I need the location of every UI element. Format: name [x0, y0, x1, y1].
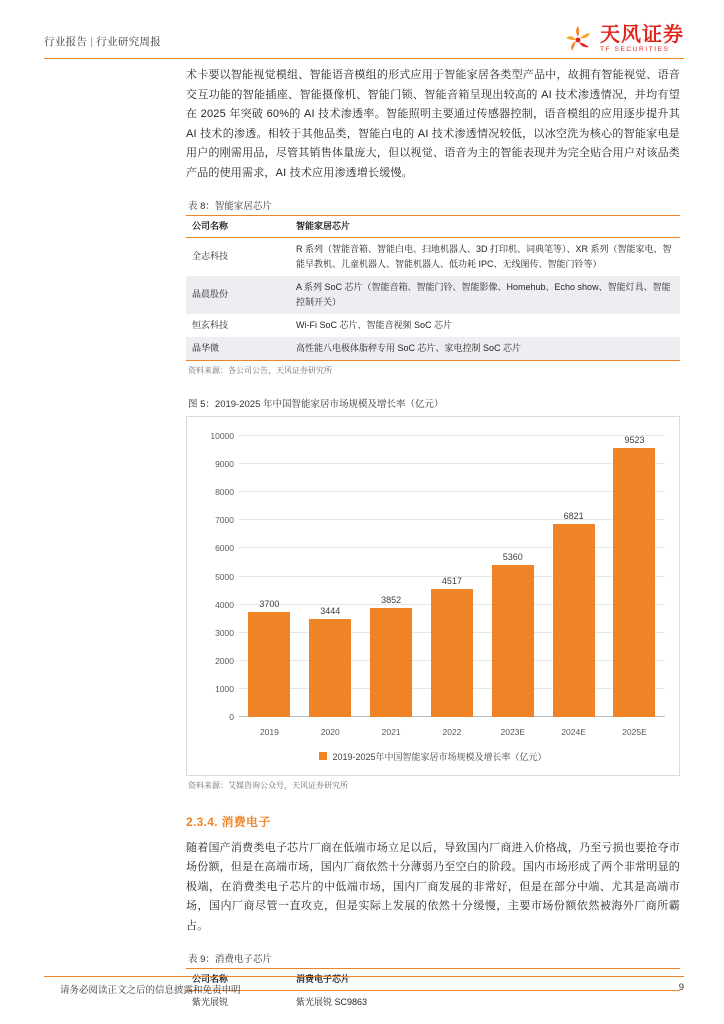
bar-2024E	[553, 524, 595, 716]
header-subcategory: 行业研究周报	[96, 36, 162, 48]
header-separator: |	[90, 36, 94, 48]
bar-column-2021	[367, 435, 416, 717]
table8-company-0: 全志科技	[192, 251, 229, 262]
table8-block	[186, 198, 680, 376]
legend-swatch-icon	[319, 752, 327, 760]
bar-2023E	[492, 565, 534, 716]
y-tick-10000: 10000	[210, 430, 234, 441]
page-number: 9	[678, 982, 684, 993]
y-tick-4000: 4000	[215, 599, 234, 610]
table-row	[186, 314, 680, 337]
header-divider	[44, 58, 684, 59]
x-label-2024E: 2024E	[561, 726, 586, 737]
table8-detail-1: A 系列 SoC 芯片（智能音箱、智能门铃、智能影像、Homehub、Echo show、智能灯具、智能控制开关）	[290, 276, 680, 314]
y-tick-3000: 3000	[215, 627, 234, 638]
table8-header-company: 公司名称	[186, 215, 290, 237]
page-footer	[44, 976, 684, 998]
footer-divider	[44, 976, 684, 977]
chart-x-labels	[239, 727, 665, 737]
paragraph-ai-penetration: 术卡要以智能视觉模组、智能语音模组的形式应用于智能家居各类型产品中，故拥有智能视觉、语音交互功能的智能插座、智能摄像机、智能门锁、智能音箱呈现出较高的 AI 技术渗透情况，并均有望在 2025 年突破 60%的 AI 技术渗透率。智能照明主要通过传感器控制，语音模组的应用逐步提升其 AI 技术的渗透。相较于其他品类，智能白电的 AI 技术渗透情况较低，以冰空洗为核心的智能家电是用户的刚需用品，尽管其销售体量庞大，但以视觉、语音为主的智能表现并为完全贴合用户对该品类产品的使用需求，AI 技术应用渗透增长缓慢。	[186, 69, 680, 179]
table-row	[186, 237, 680, 276]
table8-header-chip: 智能家居芯片	[290, 215, 680, 237]
section-heading: 2.3.4. 消费电子	[186, 814, 271, 829]
logo-text	[600, 24, 684, 54]
y-tick-8000: 8000	[215, 486, 234, 497]
bar-2020	[309, 619, 351, 716]
footer-disclaimer: 请务必阅读正文之后的信息披露和免责申明	[60, 985, 241, 996]
bar-value-2022: 4517	[441, 576, 462, 587]
main-content	[186, 66, 680, 1014]
y-tick-2000: 2000	[215, 656, 234, 667]
bar-column-2022	[427, 435, 476, 717]
bar-value-2020: 3444	[320, 606, 341, 617]
bar-column-2019	[245, 435, 294, 717]
table8-detail-0: R 系列（智能音箱、智能白电、扫地机器人、3D 打印机、词典笔等）、XR 系列（智能家电、智能早教机、儿童机器人、智能机器人、低功耗 IPC、无线图传、智能门铃等）	[296, 243, 672, 269]
bar-column-2025E	[610, 435, 659, 717]
bar-2022	[431, 589, 473, 716]
figure5-source: 资料来源：艾媒咨询公众号，天风证券研究所	[188, 780, 348, 790]
smart-home-market-size-chart	[186, 416, 680, 776]
x-label-2019: 2019	[259, 726, 279, 737]
legend-label: 2019-2025年中国智能家居市场规模及增长率（亿元）	[332, 751, 547, 762]
table9-detail-0: 紫光展锐 SC9863	[296, 996, 368, 1007]
logo-mark-icon	[563, 24, 593, 54]
table-row	[186, 276, 680, 314]
table9-caption: 表 9：消费电子芯片	[188, 953, 272, 965]
y-tick-0: 0	[229, 711, 234, 722]
bar-column-2024E	[549, 435, 598, 717]
bar-2021	[370, 608, 412, 717]
table8-source: 资料来源：各公司公告，天风证券研究所	[188, 365, 332, 375]
y-tick-7000: 7000	[215, 515, 234, 526]
chart-plot-area	[210, 430, 665, 722]
table-row	[186, 337, 680, 361]
bar-column-2023E	[488, 435, 537, 717]
bar-value-2023E: 5360	[502, 552, 523, 563]
chart-legend	[187, 750, 679, 763]
x-label-2021: 2021	[381, 726, 401, 737]
table8-company-3: 晶华微	[186, 337, 290, 361]
figure5-caption: 图 5：2019-2025 年中国智能家居市场规模及增长率（亿元）	[188, 398, 444, 410]
bar-column-2020	[306, 435, 355, 717]
bar-value-2025E: 9523	[624, 435, 645, 446]
table8-company-2: 恒玄科技	[192, 319, 229, 330]
table8-caption: 表 8：智能家居芯片	[188, 200, 272, 212]
table-header-row	[186, 215, 680, 237]
y-tick-1000: 1000	[215, 684, 234, 695]
table8	[186, 215, 680, 361]
page-header	[44, 24, 684, 68]
logo-title-en: TF SECURITIES	[600, 46, 670, 54]
x-label-2025E: 2025E	[622, 726, 647, 737]
section-consumer-electronics	[186, 813, 680, 937]
table8-detail-2: Wi-Fi SoC 芯片、智能音视频 SoC 芯片	[296, 319, 453, 330]
logo-title-cn: 天风证券	[600, 22, 684, 47]
table9-header-chip: 消费电子芯片	[290, 968, 680, 990]
header-category: 行业报告	[44, 36, 88, 48]
bar-value-2019: 3700	[259, 599, 280, 610]
table9-header-company: 公司名称	[186, 968, 290, 990]
header-breadcrumb	[44, 34, 161, 49]
table8-detail-3: 高性能八电极体脂秤专用 SoC 芯片、家电控制 SoC 芯片	[290, 337, 680, 361]
y-tick-9000: 9000	[215, 458, 234, 469]
y-tick-5000: 5000	[215, 571, 234, 582]
x-label-2022: 2022	[442, 726, 462, 737]
table8-company-1: 晶晨股份	[186, 276, 290, 314]
chart-bars	[239, 435, 665, 717]
table9-company-0: 紫光展锐	[192, 996, 229, 1007]
figure5-block	[186, 396, 680, 791]
bar-value-2024E: 6821	[563, 511, 584, 522]
bar-2019	[248, 612, 290, 716]
bar-value-2021: 3852	[381, 594, 402, 605]
x-label-2020: 2020	[320, 726, 340, 737]
paragraph-consumer-electronics: 随着国产消费类电子芯片厂商在低端市场立足以后，导致国内厂商进入价格战，乃至亏损也要抢夺市场份额，但是在高端市场，国内厂商依然十分薄弱乃至空白的阶段。国内市场形成了两个非常明显的极端，在消费类电子芯片的中低端市场，国内厂商发展的非常好，但是在部分中端、尤其是高端市场，国内厂商尽管一直攻克，但是实际上发展的依然十分缓慢，主要市场份额依然被海外厂商所霸占。	[186, 841, 680, 932]
x-label-2023E: 2023E	[500, 726, 526, 737]
company-logo	[563, 24, 684, 54]
y-tick-6000: 6000	[215, 543, 234, 554]
bar-2025E	[613, 448, 655, 717]
